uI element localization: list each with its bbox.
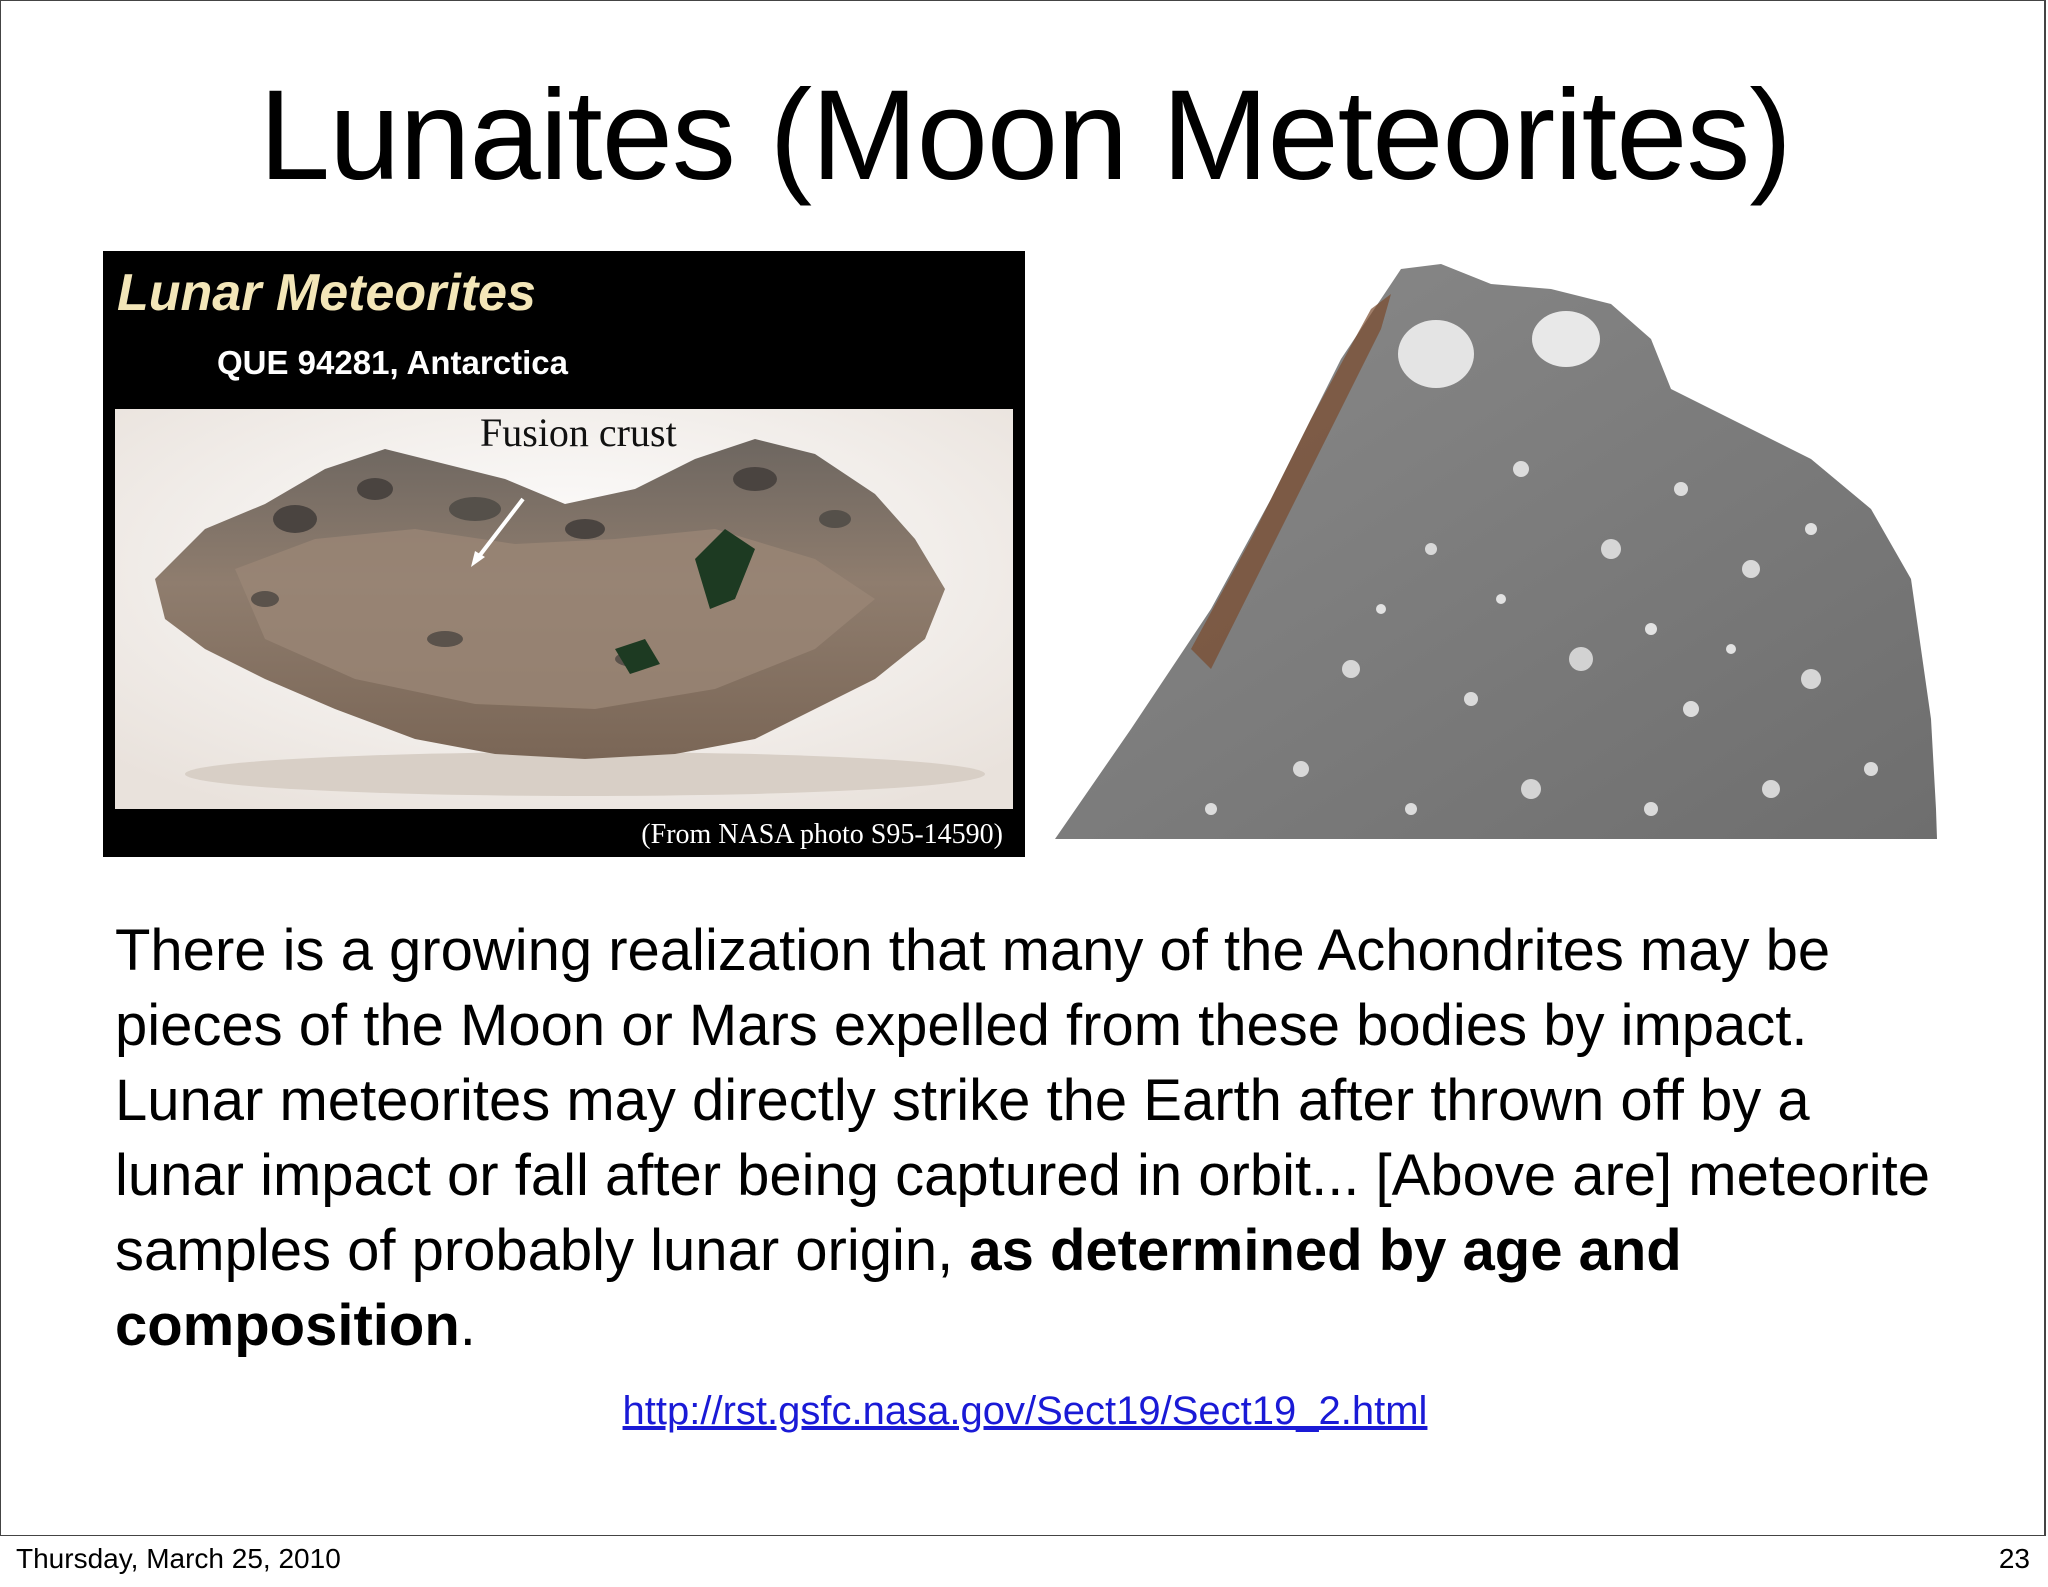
footer-date: Thursday, March 25, 2010 [16, 1543, 341, 1574]
photo-subheading: QUE 94281, Antarctica [217, 344, 568, 381]
rock-specimen-drawing [115, 409, 1013, 809]
source-link-container [1, 1386, 2048, 1436]
body-text-bold: as determined by age and composition [115, 1218, 1682, 1358]
lunar-breccia-photo [1051, 249, 1951, 849]
breccia-slice-drawing [1051, 249, 1951, 849]
slide-title: Lunaites (Moon Meteorites) [258, 64, 1792, 207]
page-number: 23 [1998, 1543, 2030, 1574]
source-link[interactable]: http://rst.gsfc.nasa.gov/Sect19/Sect19_2.html [622, 1389, 1428, 1433]
lunar-meteorite-photo [103, 251, 1025, 857]
photo-heading: Lunar Meteorites [117, 264, 536, 322]
body-text-main: There is a growing realization that many of the Achondrites may be pieces of the Moon or Mars expelled from these bodies by impact. Lunar meteorites may directly strike the Earth after thrown off by a lunar impact or fall after being captured in orbit... [Above are] meteorite samples of probably lunar origin, [115, 918, 1931, 1283]
body-paragraph [115, 913, 1945, 1363]
body-text-end: . [459, 1293, 476, 1358]
photo-credit: (From NASA photo S95-14590) [641, 819, 1003, 850]
rock-specimen-image [115, 409, 1013, 809]
fusion-crust-label: Fusion crust [480, 410, 677, 455]
